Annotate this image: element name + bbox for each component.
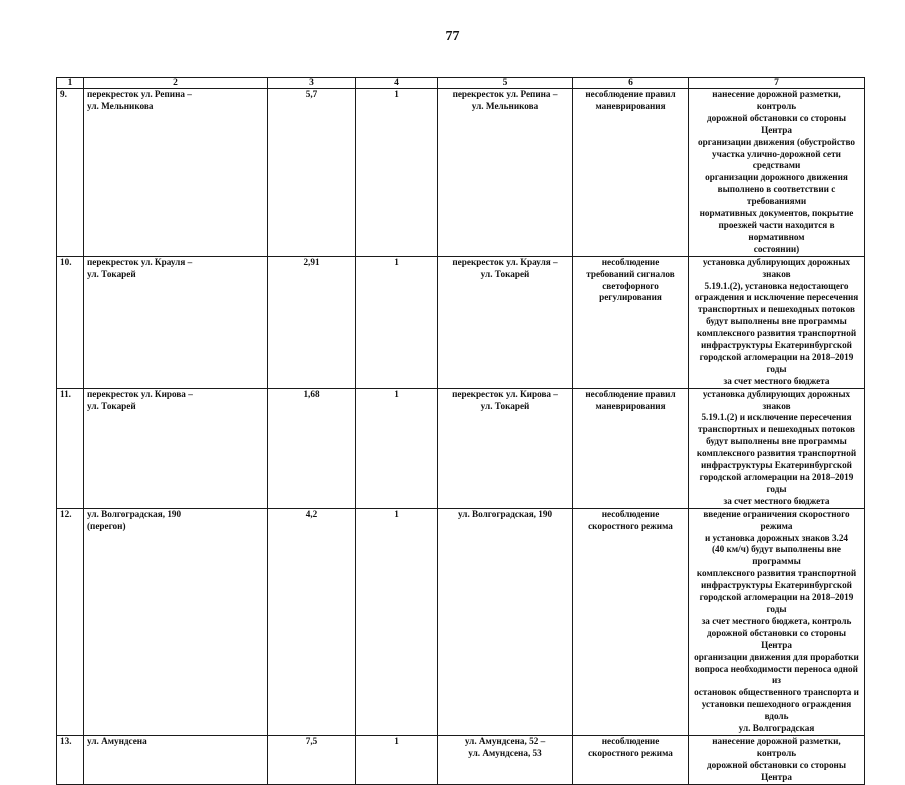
- location-cell: перекресток ул. Кирова – ул. Токарей: [84, 388, 268, 508]
- place-cell: перекресток ул. Крауля – ул. Токарей: [438, 256, 573, 388]
- incident-table: [56, 77, 865, 785]
- row-number: 10.: [57, 256, 84, 388]
- violation-cell: несоблюдение правил маневрирования: [573, 89, 689, 257]
- row-number: 9.: [57, 89, 84, 257]
- place-cell: перекресток ул. Репина – ул. Мельникова: [438, 89, 573, 257]
- value-cell: 7,5: [268, 735, 356, 784]
- value-cell: 4,2: [268, 508, 356, 735]
- value-cell: 1,68: [268, 388, 356, 508]
- measures-cell: установка дублирующих дорожных знаков 5.19.1.(2) и исключение пересечения транспортных и пешеходных потоков будут выполнены вне программы комплексного развития транспортной инфраструктуры Екатеринбургской городской агломерации на 2018–2019 годы за счет местного бюджета: [689, 388, 865, 508]
- place-cell: ул. Амундсена, 52 – ул. Амундсена, 53: [438, 735, 573, 784]
- violation-cell: несоблюдение скоростного режима: [573, 735, 689, 784]
- place-cell: ул. Волгоградская, 190: [438, 508, 573, 735]
- place-cell: перекресток ул. Кирова – ул. Токарей: [438, 388, 573, 508]
- table-row: [57, 388, 865, 508]
- column-header: 2: [84, 78, 268, 89]
- measures-cell: нанесение дорожной разметки, контроль дорожной обстановки со стороны Центра организации движения (обустройство участка улично-дорожной сети средствами организации дорожного движения выполнено в соответствии с требованиями нормативных документов, покрытие проезжей части находится в нормативном состоянии): [689, 89, 865, 257]
- value-cell: 2,91: [268, 256, 356, 388]
- measures-cell: введение ограничения скоростного режима и установка дорожных знаков 3.24 (40 км/ч) будут выполнены вне программы комплексного развития транспортной инфраструктуры Екатеринбургской городской агломерации на 2018–2019 годы за счет местного бюджета, контроль дорожной обстановки со стороны Центра организации движения для проработки вопроса необходимости переноса одной из остановок общественного транспорта и установки пешеходного ограждения вдоль ул. Волгоградская: [689, 508, 865, 735]
- column-header: 7: [689, 78, 865, 89]
- measures-cell: установка дублирующих дорожных знаков 5.19.1.(2), установка недостающего ограждения и исключение пересечения транспортных и пешеходных потоков будут выполнены вне программы комплексного развития транспортной инфраструктуры Екатеринбургской городской агломерации на 2018–2019 годы за счет местного бюджета: [689, 256, 865, 388]
- table-row: [57, 89, 865, 257]
- column-header: 6: [573, 78, 689, 89]
- violation-cell: несоблюдение скоростного режима: [573, 508, 689, 735]
- value-cell: 5,7: [268, 89, 356, 257]
- violation-cell: несоблюдение правил маневрирования: [573, 388, 689, 508]
- page-number: 77: [445, 29, 460, 44]
- violation-cell: несоблюдение требований сигналов светофорного регулирования: [573, 256, 689, 388]
- count-cell: 1: [356, 735, 438, 784]
- row-number: 11.: [57, 388, 84, 508]
- location-cell: ул. Амундсена: [84, 735, 268, 784]
- column-header: 3: [268, 78, 356, 89]
- table-row: [57, 256, 865, 388]
- row-number: 12.: [57, 508, 84, 735]
- count-cell: 1: [356, 89, 438, 257]
- count-cell: 1: [356, 508, 438, 735]
- location-cell: перекресток ул. Крауля – ул. Токарей: [84, 256, 268, 388]
- location-cell: перекресток ул. Репина – ул. Мельникова: [84, 89, 268, 257]
- location-cell: ул. Волгоградская, 190 (перегон): [84, 508, 268, 735]
- measures-cell: нанесение дорожной разметки, контроль дорожной обстановки со стороны Центра: [689, 735, 865, 784]
- column-header: 4: [356, 78, 438, 89]
- header-row: [57, 78, 865, 89]
- table-row: [57, 508, 865, 735]
- count-cell: 1: [356, 256, 438, 388]
- column-header: 5: [438, 78, 573, 89]
- column-header: 1: [57, 78, 84, 89]
- table-row: [57, 735, 865, 784]
- count-cell: 1: [356, 388, 438, 508]
- row-number: 13.: [57, 735, 84, 784]
